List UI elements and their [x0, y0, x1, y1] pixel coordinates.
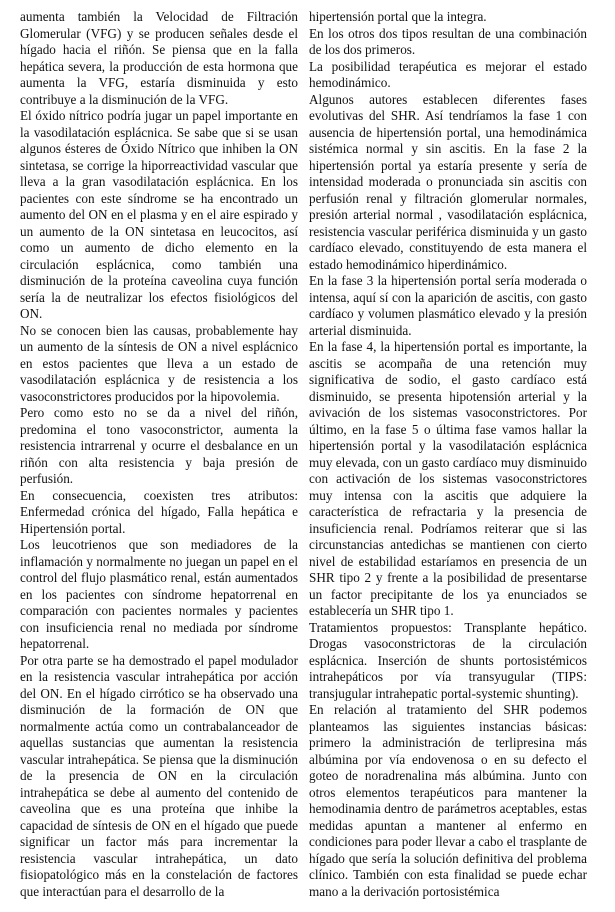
paragraph-phase-3: En la fase 3 la hipertensión portal sería moderada o intensa, aquí sí con la aparición de ascitis, con gasto cardíaco y volumen plasmático elevado y la presión arterial disminuida.: [309, 273, 587, 338]
paragraph-intrahepatic-resistance: Por otra parte se ha demostrado el papel modulador en la resistencia vascular intrahepática por acción del ON. En el hígado cirrótico se ha observado una disminución de la formación de ON que normalmente actúa como un contrabalanceador de aquellas sustancias que aumentan la resistencia vascular intrahepática. Se piensa que la disminución de la presencia de ON en la circulación intrahepática se debe al aumento del contenido de caveolina que es una proteína que inhibe la capacidad de síntesis de ON en el hígado que puede significar un factor más para incrementar la resistencia vascular intrahepática, un dato fisiopatológico más en la constelación de factores que interactúan para el desarrollo de la: [20, 652, 298, 899]
left-text-column: [20, 9, 298, 904]
paragraph-three-attributes: En consecuencia, coexisten tres atributos: Enfermedad crónica del hígado, Falla hepática e Hipertensión portal.: [20, 487, 298, 536]
paragraph-phase-4-5: En la fase 4, la hipertensión portal es importante, la ascitis se acompaña de una retención muy significativa de sodio, el gasto cardíaco está disminuido, se presenta hipotensión arterial y la avivación de los sistemas vasoconstrictores. Por último, en la fase 5 o última fase vamos hallar la hipertensión portal y la vasodilatación esplácnica muy elevada, con un gasto cardíaco muy disminuido con activación de los sistemas vasoconstrictores muy intensa con la ascitis que adquiere la característica de refractaria y la presencia de insuficiencia renal. Podríamos reiterar que si las circunstancias antedichas se mantienen con cierto nivel de estabilidad estaríamos en presencia de un SHR tipo 2 y frente a la posibilidad de presentarse un factor precipitante de los ya enunciados se establecería un SHR tipo 1.: [309, 339, 587, 618]
paragraph-therapeutic-option: La posibilidad terapéutica es mejorar el estado hemodinámico.: [309, 58, 587, 90]
right-text-column: [309, 9, 587, 904]
paragraph-causes: No se conocen bien las causas, probablemente hay un aumento de la síntesis de ON a nivel esplácnico en estos pacientes que lleva a un estado de vasodilatación esplácnica y de resistencia a los vasoconstrictores producidos por la hipovolemia.: [20, 322, 298, 404]
paragraph-nitric-oxide: El óxido nítrico podría jugar un papel importante en la vasodilatación esplácnica. Se sabe que si se usan algunos ésteres de Óxido Nítrico que inhiben la ON sintetasa, se corrige la hiporreactividad vascular que lleva a la gran vasodilatación esplácnica. En los pacientes con este síndrome se ha encontrado un aumento del ON en el plasma y en el aire espirado y un aumento de la ON sintetasa en leucocitos, así como un aumento de dicho elemento en la circulación esplácnica, como también una disminución de la proteína caveolina cuya función sería la de neutralizar los efectos fisiológicos del ON.: [20, 108, 298, 321]
paragraph-vfg: aumenta también la Velocidad de Filtración Glomerular (VFG) y se producen señales desde el hígado hacia el riñón. Se piensa que en la falla hepática severa, la producción de esta hormona que aumenta la VFG, estaría disminuida y esto contribuye a la disminución de la VFG.: [20, 9, 298, 107]
paragraph-leukotrienes: Los leucotrienos que son mediadores de la inflamación y normalmente no juegan un papel en el control del flujo plasmático renal, están aumentados en los pacientes con síndrome hepatorrenal en comparación con pacientes normales y pacientes con insuficiencia renal no mediada por síndrome hepatorrenal.: [20, 537, 298, 651]
paragraph-other-types: En los otros dos tipos resultan de una combinación de los dos primeros.: [309, 25, 587, 57]
paragraph-proposed-treatments: Tratamientos propuestos: Transplante hepático. Drogas vasoconstrictoras de la circulación esplácnica. Inserción de shunts portosistémicos intrahepáticos por vía transyugular (TIPS: transjugular intrahepatic portal-systemic shunting).: [309, 619, 587, 701]
paragraph-portal-continuation: hipertensión portal que la integra.: [309, 9, 487, 24]
paragraph-shr-treatment: En relación al tratamiento del SHR podemos planteamos las siguientes instancias básicas: primero la administración de terlipresina más albúmina por vía endovenosa o en su defecto el goteo de noradrenalina más albúmina. Junto con otros elementos terapéuticos para mantener la hemodinamia dentro de parámetros aceptables, estas medidas apuntan a mantener al enfermo en condiciones para poder llevar a cabo el trasplante de hígado que sería la solución definitiva del problema clínico. También con esta finalidad se puede echar mano a la derivación portosistémica: [309, 702, 587, 899]
paragraph-kidney-tone: Pero como esto no se da a nivel del riñón, predomina el tono vasoconstrictor, aumenta la resistencia intrarrenal y ocurre el desbalance en un riñón con alta resistencia y baja presión de perfusión.: [20, 405, 298, 486]
paragraph-evolutive-phases: Algunos autores establecen diferentes fases evolutivas del SHR. Así tendríamos la fase 1 con ausencia de hipertensión portal, una hemodinámica sistémica normal y sin ascitis. En la fase 2 la hipertensión portal ya estaría presente y sería de intensidad moderada o pronunciada sin ascitis con perfusión renal y filtración glomerular normales, presión arterial normal , vasodilatación esplácnica, resistencia vascular periférica disminuida y un gasto cardíaco elevado, constituyendo de esta manera el estado hemodinámico hiperdinámico.: [309, 91, 587, 272]
